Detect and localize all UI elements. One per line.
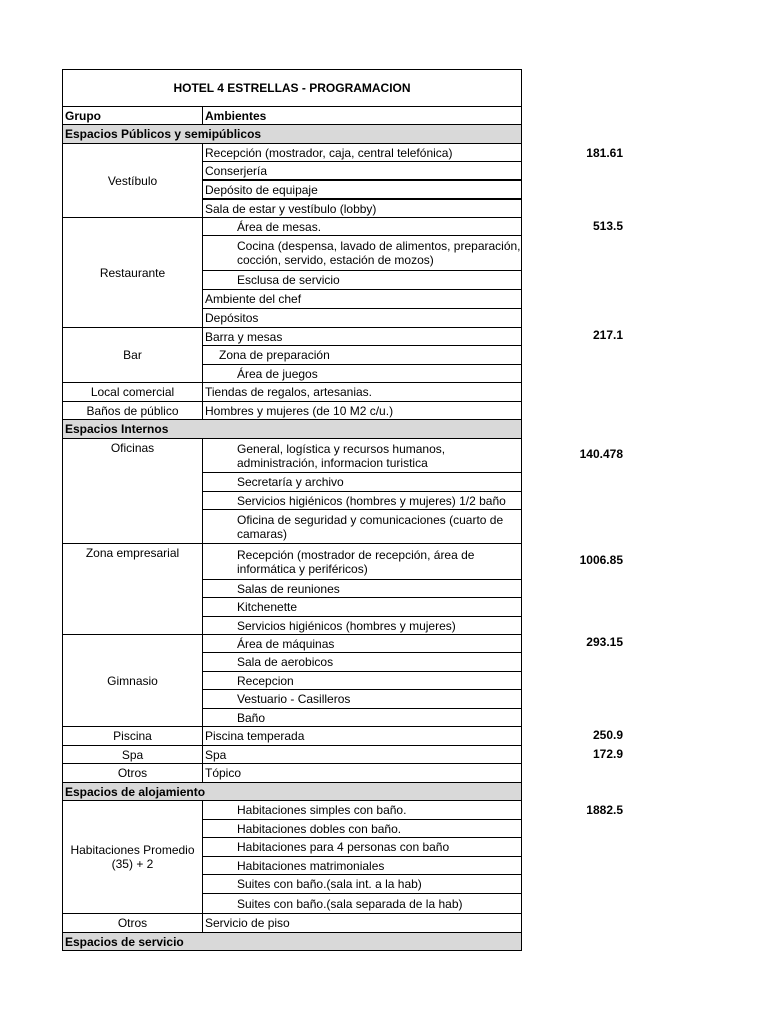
table-row: Área de máquinas [202, 634, 522, 653]
group-gimnasio: Gimnasio [62, 634, 203, 727]
group-piscina: Piscina [62, 726, 203, 746]
section-alojamiento: Espacios de alojamiento [62, 782, 522, 801]
table-row: Servicios higiénicos (hombres y mujeres) 1/2 baño [202, 491, 522, 510]
table-row: Esclusa de servicio [202, 270, 522, 290]
table-row: Área de mesas. [202, 217, 522, 236]
group-local-comercial: Local comercial [62, 382, 203, 402]
table-row: Suites con baño.(sala int. a la hab) [202, 874, 522, 894]
table-row: Hombres y mujeres (de 10 M2 c/u.) [202, 401, 522, 420]
value-oficinas: 140.478 [579, 447, 623, 461]
section-internos: Espacios Internos [62, 419, 522, 439]
table-row: Servicios higiénicos (hombres y mujeres) [202, 616, 522, 635]
table-row: Ambiente del chef [202, 289, 522, 309]
table-row: Baño [202, 708, 522, 727]
table-title: HOTEL 4 ESTRELLAS - PROGRAMACION [62, 69, 522, 107]
group-oficinas: Oficinas [62, 438, 203, 544]
table-row: Depósito de equipaje [202, 180, 522, 199]
group-zona-empresarial: Zona empresarial [62, 543, 203, 635]
table-row: Recepcion [202, 671, 522, 690]
value-restaurante: 513.5 [592, 219, 623, 233]
table-row: Tiendas de regalos, artesanias. [202, 382, 522, 402]
group-habitaciones: Habitaciones Promedio (35) + 2 [62, 800, 203, 914]
header-ambientes: Ambientes [202, 106, 522, 125]
group-restaurante: Restaurante [62, 217, 203, 328]
table-row: Piscina temperada [202, 726, 522, 746]
table-row: Suites con baño.(sala separada de la hab) [202, 893, 522, 914]
header-grupo: Grupo [62, 106, 203, 125]
table-row: Oficina de seguridad y comunicaciones (cuarto de camaras) [202, 509, 522, 544]
table-row: Conserjería [202, 161, 522, 180]
value-habitaciones: 1882.5 [586, 803, 623, 817]
group-spa: Spa [62, 745, 203, 764]
table-row: Spa [202, 745, 522, 764]
table-row: Habitaciones para 4 personas con baño [202, 837, 522, 857]
value-bar: 217.1 [592, 328, 623, 342]
table-row: Recepción (mostrador, caja, central telefónica) [202, 143, 522, 162]
table-row: Depósitos [202, 308, 522, 328]
table-row: Sala de estar y vestíbulo (lobby) [202, 199, 522, 218]
table-row: Salas de reuniones [202, 579, 522, 598]
table-row: Barra y mesas [202, 327, 522, 346]
value-spa: 172.9 [592, 747, 623, 761]
group-bar: Bar [62, 327, 203, 383]
table-row: Zona de preparación [202, 345, 522, 365]
table-row: Cocina (despensa, lavado de alimentos, preparación, cocción, servido, estación de mozos) [202, 235, 522, 271]
group-otros: Otros [62, 763, 203, 783]
group-otros-alojamiento: Otros [62, 913, 203, 933]
section-publicos: Espacios Públicos y semipúblicos [62, 124, 522, 144]
table-row: Kitchenette [202, 597, 522, 617]
table-row: Servicio de piso [202, 913, 522, 933]
table-row: Habitaciones simples con baño. [202, 800, 522, 820]
programacion-table [62, 69, 522, 951]
table-row: Tópico [202, 763, 522, 783]
table-row: Habitaciones matrimoniales [202, 856, 522, 875]
table-row: Sala de aerobicos [202, 652, 522, 672]
value-gimnasio: 293.15 [586, 635, 623, 649]
table-row: Vestuario - Casilleros [202, 689, 522, 709]
value-piscina: 250.9 [592, 728, 623, 742]
value-zona-empresarial: 1006.85 [579, 553, 623, 567]
group-banos-publico: Baños de público [62, 401, 203, 420]
section-servicio: Espacios de servicio [62, 932, 522, 951]
table-row: Secretaría y archivo [202, 472, 522, 492]
table-row: Recepción (mostrador de recepción, área de informática y periféricos) [202, 543, 522, 580]
value-vestibulo: 181.61 [586, 146, 623, 160]
table-row: General, logística y recursos humanos, administración, informacion turistica [202, 438, 522, 473]
group-vestibulo: Vestíbulo [62, 143, 203, 218]
table-row: Área de juegos [202, 364, 522, 383]
table-row: Habitaciones dobles con baño. [202, 819, 522, 838]
